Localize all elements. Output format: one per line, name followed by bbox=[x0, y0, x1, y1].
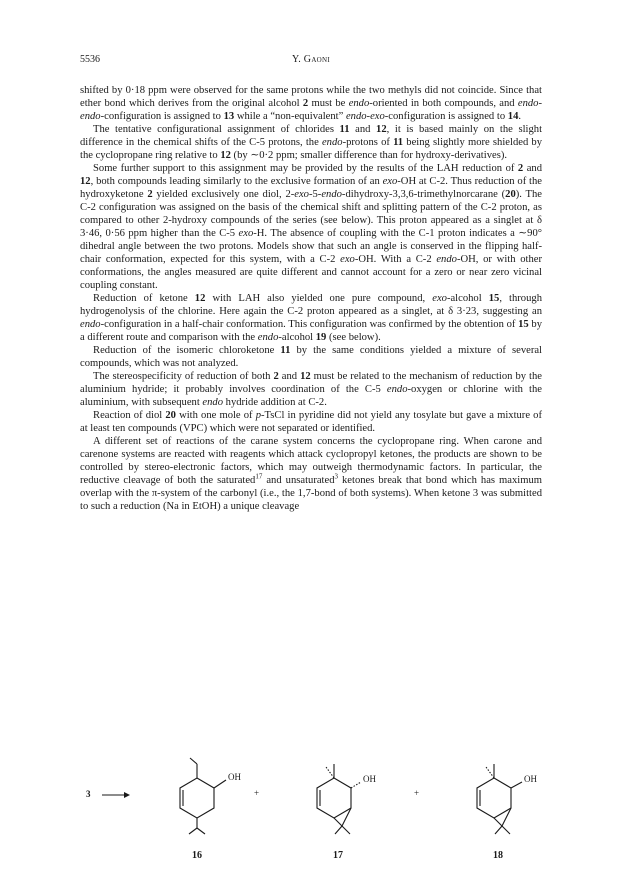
text-run: endo bbox=[80, 319, 101, 330]
text-run: (by ∼0·2 ppm; smaller difference than for hydroxy-derivatives). bbox=[230, 150, 507, 161]
text-run: being slightly more shielded by the cyclopropane ring relative to bbox=[80, 137, 543, 161]
text-run: -dihydroxy-3,3,6-trimethylnorcarane ( bbox=[341, 189, 506, 200]
oh-label: OH bbox=[363, 774, 376, 784]
compound-reference: 11 bbox=[280, 345, 291, 356]
paragraph bbox=[80, 435, 542, 513]
text-run: and bbox=[523, 163, 542, 174]
text-run: -configuration is assigned to bbox=[100, 111, 224, 122]
compound-number: 17 bbox=[333, 850, 343, 861]
text-run: -OH, or with other conformations, the angles measured are quite different and cannot account for a zero or near zero vicinal coupling constant. bbox=[80, 254, 542, 291]
reference-superscript: 17 bbox=[255, 472, 263, 481]
text-run: exo bbox=[382, 176, 398, 187]
compound-reference: 20 bbox=[165, 410, 176, 421]
page-header bbox=[80, 54, 542, 68]
text-run: A different set of reactions of the carane system concerns the cyclopropane ring. When carone and carenone systems are reacted with reagents which attack cyclopropyl ketones, the products are shown to be controlled by stereo-electronic factors, which may outweigh thermodynamic factors. In particular, the reductive cleavage of both the saturated bbox=[80, 436, 542, 486]
paragraph bbox=[80, 84, 542, 123]
compound-reference: 12 bbox=[300, 371, 311, 382]
text-run: hydride addition at C-2. bbox=[223, 397, 327, 408]
plus-sign: + bbox=[414, 788, 420, 798]
text-run: exo bbox=[238, 228, 254, 239]
text-run: exo bbox=[340, 254, 355, 265]
text-run: endo bbox=[257, 332, 279, 343]
text-run: exo bbox=[294, 189, 309, 200]
compound-reference: 11 bbox=[339, 124, 350, 135]
text-run: The tentative configurational assignment of chlorides bbox=[93, 124, 340, 135]
paragraph bbox=[80, 370, 542, 409]
text-run: with one mole of bbox=[175, 410, 256, 421]
text-run: endo-exo bbox=[345, 111, 385, 122]
plus-sign: + bbox=[254, 788, 260, 798]
text-run: -H. The absence of coupling with the C-1 proton indicates a ∼90° dihedral angle between the two protons. Models show that such an angle is conserved in the flipping half-chair conformation, expected for this system, with a C-2 bbox=[80, 228, 543, 265]
text-run: Reduction of the isomeric chloroketone bbox=[93, 345, 281, 356]
compound-reference: 15 bbox=[488, 293, 500, 304]
text-run: must be related to the mechanism of reduction by the aluminium hydride; it probably involves coordination of the C-5 bbox=[80, 371, 542, 395]
compound-reference: 19 bbox=[315, 332, 327, 343]
reaction-scheme bbox=[80, 752, 542, 882]
structure-drawings bbox=[80, 752, 542, 882]
text-run: -TsCl in pyridine did not yield any tosylate but gave a mixture of at least ten compounds (VPC) which were not separated or identified. bbox=[80, 410, 542, 434]
structure-17 bbox=[317, 764, 361, 834]
text-run: with LAH also yielded one pure compound, bbox=[205, 293, 433, 304]
paragraph bbox=[80, 344, 542, 370]
text-run: exo bbox=[432, 293, 447, 304]
reactant-label: 3 bbox=[86, 789, 91, 799]
paragraph bbox=[80, 409, 542, 435]
text-run: -OH. With a C-2 bbox=[354, 254, 437, 265]
compound-reference: 12 bbox=[80, 176, 91, 187]
text-run: must be bbox=[308, 98, 349, 109]
text-run: -oxygen or chlorine with the aluminium, with subsequent bbox=[80, 384, 542, 408]
text-run: endo bbox=[348, 98, 370, 109]
text-run: endo bbox=[321, 137, 343, 148]
reference-superscript: 3 bbox=[334, 472, 338, 481]
text-run: -configuration is assigned to bbox=[384, 111, 508, 122]
body-text bbox=[80, 84, 542, 513]
text-run: , both compounds leading similarly to the exclusive formation of an bbox=[90, 176, 383, 187]
compound-reference: 12 bbox=[194, 293, 206, 304]
text-run: The stereospecificity of reduction of both bbox=[93, 371, 274, 382]
text-run: -protons of bbox=[342, 137, 394, 148]
compound-reference: 12 bbox=[220, 150, 231, 161]
text-run: endo bbox=[436, 254, 457, 265]
text-run: and bbox=[349, 124, 377, 135]
paragraph bbox=[80, 162, 542, 292]
text-run: -OH at C-2. Thus reduction of the hydroxyketone bbox=[80, 176, 542, 200]
compound-number: 16 bbox=[192, 850, 202, 861]
structure-16 bbox=[180, 758, 226, 834]
text-run: endo bbox=[386, 384, 408, 395]
text-run: -oriented in both compounds, and bbox=[369, 98, 518, 109]
text-run: , through hydrogenolysis of the chlorine. Here again the C-2 proton appeared as a singlet, at δ 3·23, suggesting an bbox=[80, 293, 542, 317]
compound-reference: 12 bbox=[376, 124, 387, 135]
compound-reference: 20 bbox=[505, 189, 516, 200]
text-run: Reaction of diol bbox=[93, 410, 166, 421]
text-run: -configuration in a half-chair conformation. This configuration was confirmed by the obtention of bbox=[100, 319, 519, 330]
paragraph bbox=[80, 292, 542, 344]
text-run: -5- bbox=[308, 189, 322, 200]
text-run: endo bbox=[321, 189, 342, 200]
compound-reference: 14 bbox=[507, 111, 519, 122]
text-run: (see below). bbox=[326, 332, 381, 343]
text-run: , it is based mainly on the slight difference in the chemical shifts of the C-5 protons, the bbox=[80, 124, 543, 148]
compound-reference: 2 bbox=[302, 98, 309, 109]
compound-number: 18 bbox=[493, 850, 503, 861]
text-run: -alcohol bbox=[446, 293, 489, 304]
text-run: Reduction of ketone bbox=[93, 293, 195, 304]
reaction-arrowhead bbox=[124, 792, 130, 798]
text-run: p bbox=[255, 410, 262, 421]
text-run: -alcohol bbox=[278, 332, 316, 343]
text-run: by a different route and comparison with the bbox=[80, 319, 542, 343]
text-run: and unsaturated bbox=[262, 475, 335, 486]
paragraph bbox=[80, 123, 542, 162]
text-run: endo-endo bbox=[80, 98, 542, 122]
text-run: and bbox=[278, 371, 301, 382]
text-run: . bbox=[518, 111, 522, 122]
text-run: shifted by 0·18 ppm were observed for the same protons while the two methyls did not coincide. Since that ether bond which derives from the original alcohol bbox=[80, 85, 542, 109]
compound-reference: 2 bbox=[147, 189, 153, 200]
text-run: ). The C-2 configuration was assigned on the basis of the chemical shift and splitting pattern of the C-2 proton, as compared to other 2-hydroxy compounds of the series (see below). This proton appeared as a singlet at δ 3·46, 0·56 ppm higher than the C-5 bbox=[80, 189, 542, 239]
page-number: 5536 bbox=[80, 54, 100, 65]
text-run: Some further support to this assignment may be provided by the results of the LAH reduction of bbox=[93, 163, 518, 174]
running-head: Y. Gaoni bbox=[291, 54, 331, 65]
text-run: by the same conditions yielded a mixture of several compounds, which was not analyzed. bbox=[80, 345, 542, 369]
text-run: ketones break that bond which has maximum overlap with the π-system of the carbonyl (i.e., the 1,7-bond of both systems). When ketone 3 was submitted to such a reduction (Na in EtOH) a unique cleavage bbox=[80, 475, 542, 512]
compound-reference: 15 bbox=[518, 319, 529, 330]
text-run: while a “non-equivalent” bbox=[234, 111, 346, 122]
compound-reference: 2 bbox=[273, 371, 279, 382]
compound-reference: 11 bbox=[393, 137, 404, 148]
structure-18 bbox=[477, 764, 522, 834]
compound-reference: 2 bbox=[517, 163, 524, 174]
oh-label: OH bbox=[228, 772, 241, 782]
compound-reference: 13 bbox=[223, 111, 235, 122]
oh-label: OH bbox=[524, 774, 537, 784]
text-run: endo bbox=[202, 397, 224, 408]
text-run: yielded exclusively one diol, 2- bbox=[152, 189, 295, 200]
